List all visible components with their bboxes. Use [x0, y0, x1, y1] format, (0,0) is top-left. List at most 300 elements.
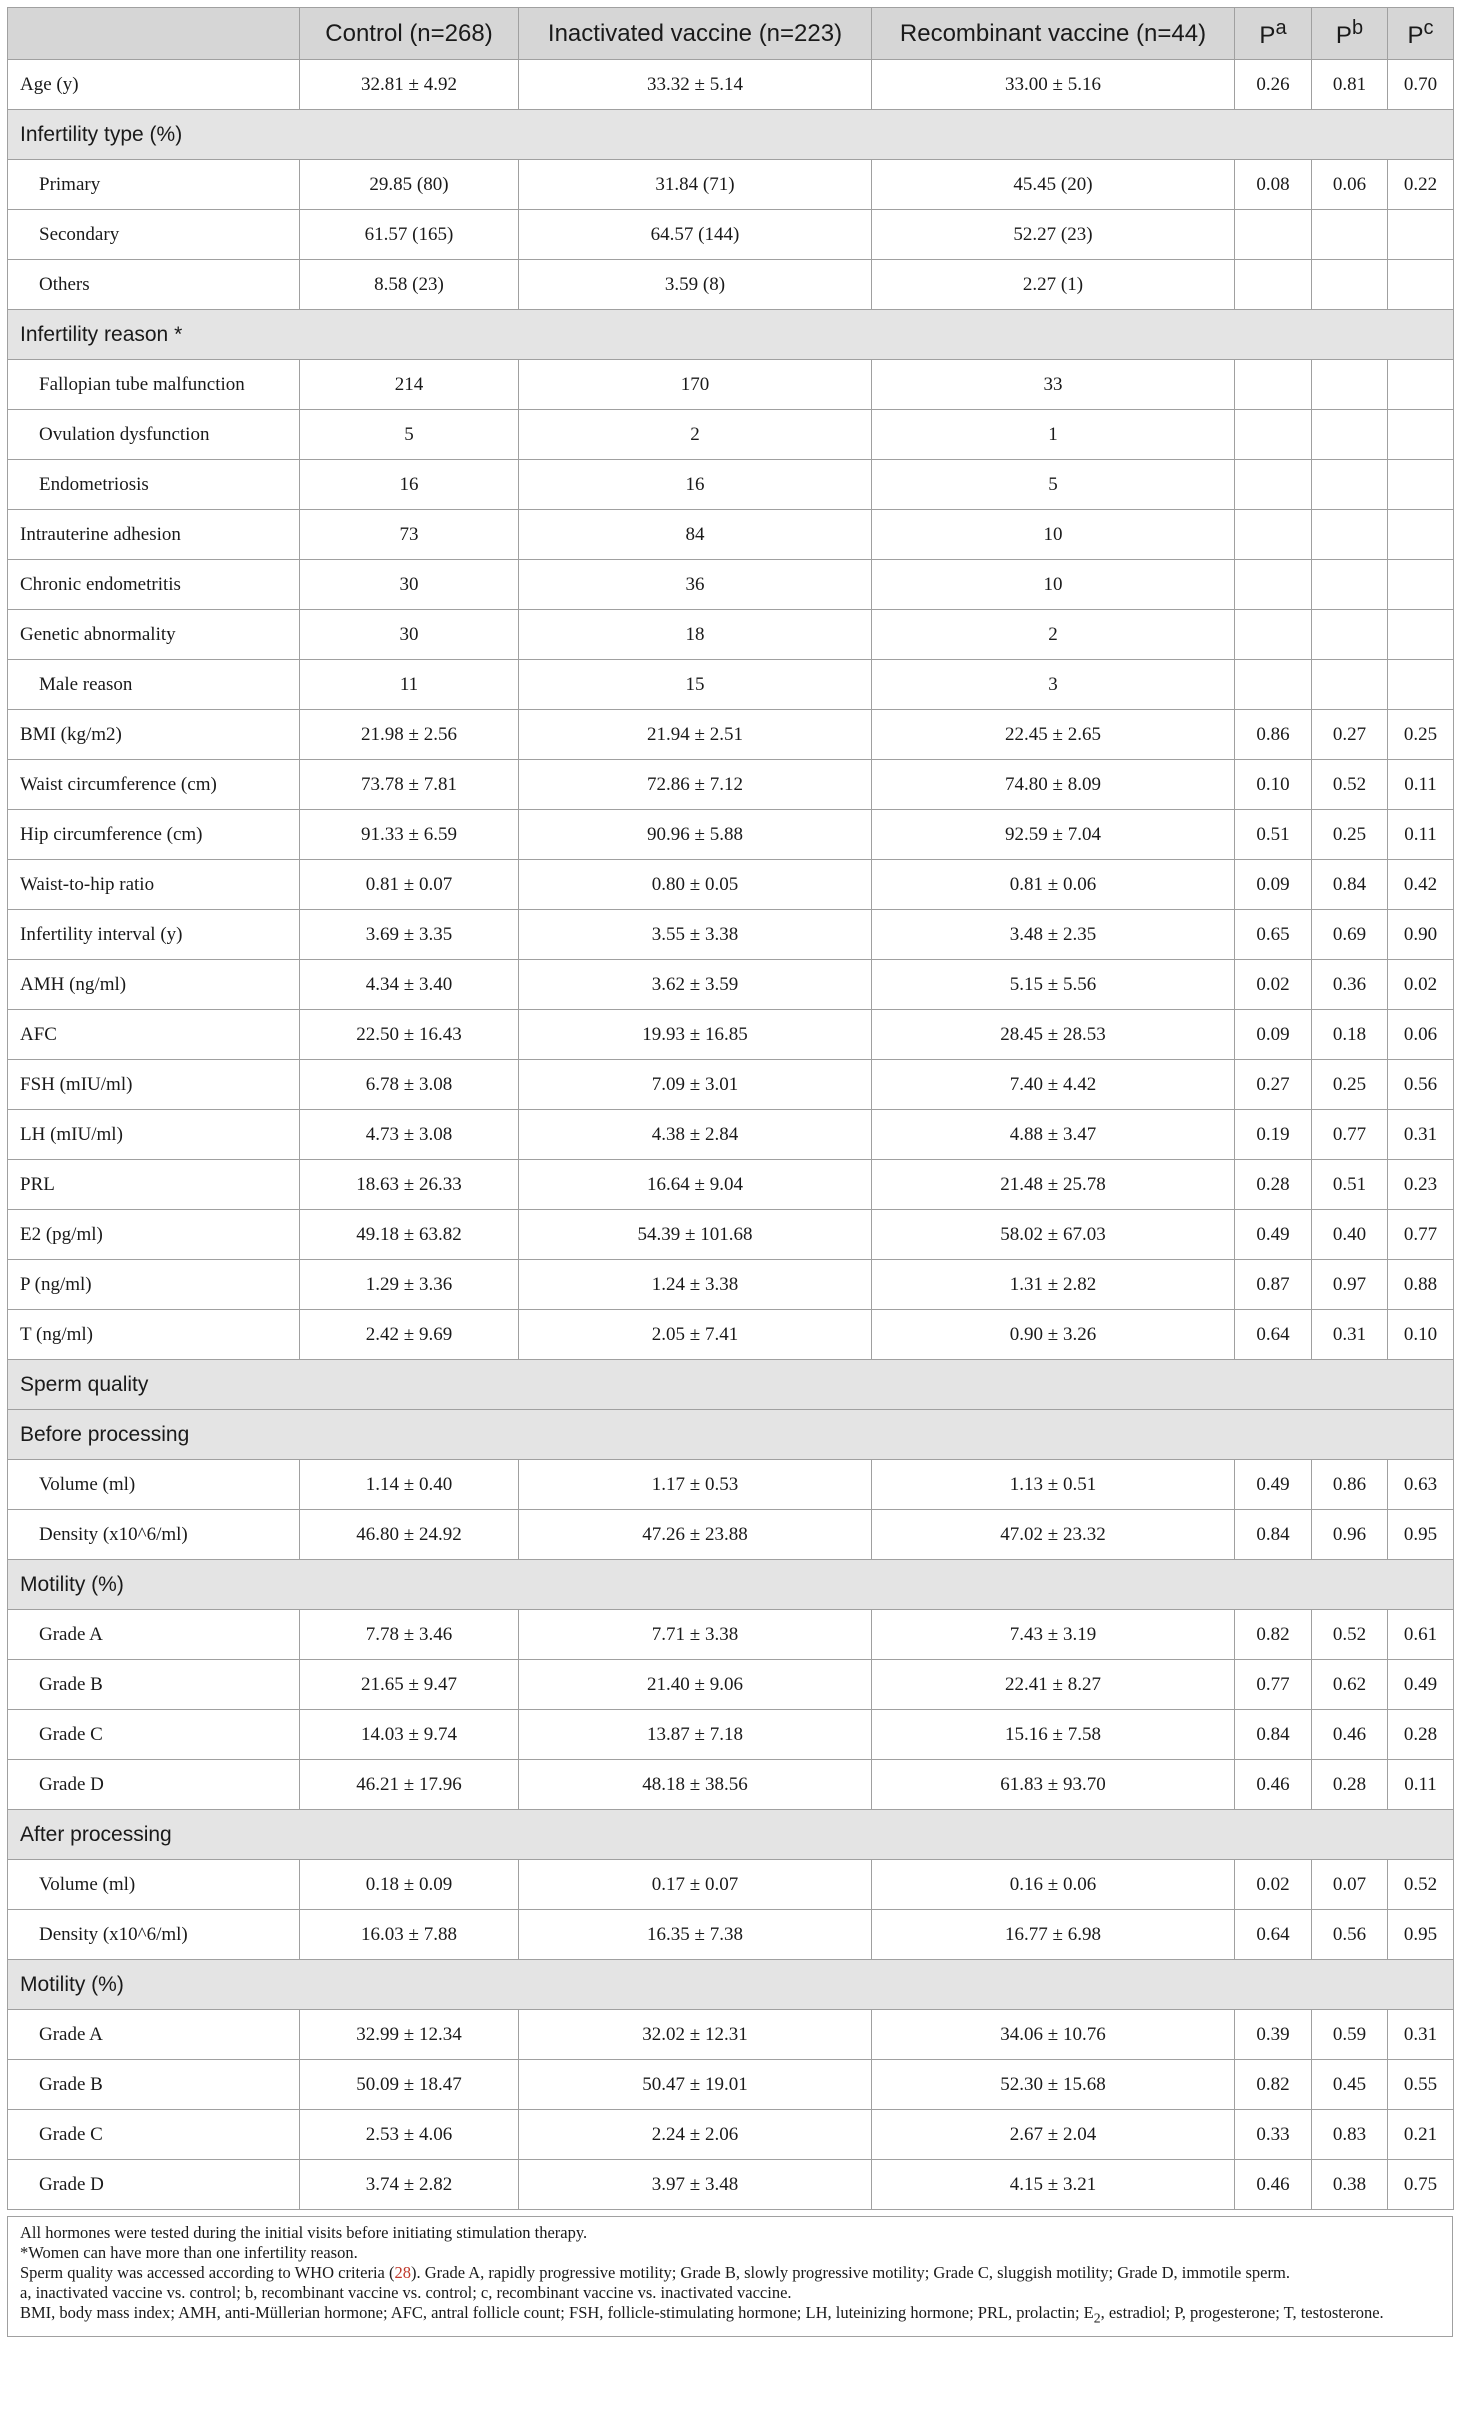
row-label: Male reason [8, 660, 300, 710]
cell-pa: 0.64 [1235, 1910, 1312, 1960]
table-row [8, 660, 1454, 710]
section-row [8, 1810, 1454, 1860]
row-label: Secondary [8, 210, 300, 260]
cell-pc [1388, 610, 1454, 660]
cell-recombinant: 52.27 (23) [872, 210, 1235, 260]
row-label: BMI (kg/m2) [8, 710, 300, 760]
cell-pc: 0.11 [1388, 1760, 1454, 1810]
cell-pb [1312, 210, 1388, 260]
cell-control: 1.29 ± 3.36 [300, 1260, 519, 1310]
table-row [8, 960, 1454, 1010]
cell-pc: 0.23 [1388, 1160, 1454, 1210]
cell-inactivated: 15 [519, 660, 872, 710]
cell-pc: 0.70 [1388, 60, 1454, 110]
cell-pb [1312, 510, 1388, 560]
cell-pc [1388, 410, 1454, 460]
row-label: PRL [8, 1160, 300, 1210]
section-label: After processing [8, 1810, 1454, 1860]
cell-control: 32.99 ± 12.34 [300, 2010, 519, 2060]
row-label: Volume (ml) [8, 1460, 300, 1510]
cell-pa: 0.82 [1235, 2060, 1312, 2110]
cell-control: 46.80 ± 24.92 [300, 1510, 519, 1560]
cell-pa [1235, 510, 1312, 560]
row-label: Waist-to-hip ratio [8, 860, 300, 910]
cell-control: 46.21 ± 17.96 [300, 1760, 519, 1810]
row-label: Grade C [8, 2110, 300, 2160]
cell-recombinant: 74.80 ± 8.09 [872, 760, 1235, 810]
cell-control: 16 [300, 460, 519, 510]
cell-pc: 0.10 [1388, 1310, 1454, 1360]
cell-pa: 0.09 [1235, 1010, 1312, 1060]
cell-pc [1388, 510, 1454, 560]
cell-recombinant: 15.16 ± 7.58 [872, 1710, 1235, 1760]
cell-control: 21.65 ± 9.47 [300, 1660, 519, 1710]
cell-pc: 0.56 [1388, 1060, 1454, 1110]
section-label: Before processing [8, 1410, 1454, 1460]
reference-link[interactable]: 28 [394, 2263, 411, 2282]
cell-pa: 0.82 [1235, 1610, 1312, 1660]
cell-control: 21.98 ± 2.56 [300, 710, 519, 760]
cell-pb: 0.56 [1312, 1910, 1388, 1960]
cell-pb: 0.31 [1312, 1310, 1388, 1360]
table-row [8, 1460, 1454, 1510]
section-label: Motility (%) [8, 1560, 1454, 1610]
cell-pb: 0.59 [1312, 2010, 1388, 2060]
cell-pa: 0.84 [1235, 1510, 1312, 1560]
characteristics-table [7, 7, 1454, 2210]
table-row [8, 560, 1454, 610]
cell-pc: 0.31 [1388, 2010, 1454, 2060]
cell-pc: 0.21 [1388, 2110, 1454, 2160]
cell-recombinant: 52.30 ± 15.68 [872, 2060, 1235, 2110]
table-container [7, 7, 1453, 2337]
cell-pc: 0.90 [1388, 910, 1454, 960]
cell-pc: 0.63 [1388, 1460, 1454, 1510]
table-row [8, 1610, 1454, 1660]
table-row [8, 1660, 1454, 1710]
row-label: AFC [8, 1010, 300, 1060]
cell-pa: 0.09 [1235, 860, 1312, 910]
cell-recombinant: 22.41 ± 8.27 [872, 1660, 1235, 1710]
cell-pc: 0.95 [1388, 1910, 1454, 1960]
cell-recombinant: 33.00 ± 5.16 [872, 60, 1235, 110]
section-row [8, 1410, 1454, 1460]
cell-inactivated: 2.05 ± 7.41 [519, 1310, 872, 1360]
table-row [8, 260, 1454, 310]
row-label: Grade D [8, 2160, 300, 2210]
cell-pb [1312, 560, 1388, 610]
cell-recombinant: 45.45 (20) [872, 160, 1235, 210]
cell-pc [1388, 460, 1454, 510]
cell-recombinant: 4.88 ± 3.47 [872, 1110, 1235, 1160]
table-row [8, 510, 1454, 560]
cell-control: 73.78 ± 7.81 [300, 760, 519, 810]
row-label: Grade B [8, 1660, 300, 1710]
cell-recombinant: 33 [872, 360, 1235, 410]
cell-pc: 0.06 [1388, 1010, 1454, 1060]
section-row [8, 1360, 1454, 1410]
cell-control: 3.74 ± 2.82 [300, 2160, 519, 2210]
table-row [8, 2160, 1454, 2210]
cell-pa [1235, 660, 1312, 710]
cell-pb [1312, 410, 1388, 460]
header-row [8, 8, 1454, 60]
row-label: Ovulation dysfunction [8, 410, 300, 460]
cell-inactivated: 72.86 ± 7.12 [519, 760, 872, 810]
table-row [8, 1310, 1454, 1360]
cell-inactivated: 36 [519, 560, 872, 610]
header-inactivated: Inactivated vaccine (n=223) [519, 8, 872, 60]
cell-inactivated: 31.84 (71) [519, 160, 872, 210]
cell-pc: 0.55 [1388, 2060, 1454, 2110]
cell-recombinant: 0.90 ± 3.26 [872, 1310, 1235, 1360]
cell-control: 30 [300, 560, 519, 610]
cell-control: 32.81 ± 4.92 [300, 60, 519, 110]
table-row [8, 1910, 1454, 1960]
cell-control: 4.34 ± 3.40 [300, 960, 519, 1010]
cell-recombinant: 21.48 ± 25.78 [872, 1160, 1235, 1210]
cell-pa: 0.39 [1235, 2010, 1312, 2060]
row-label: Density (x10^6/ml) [8, 1510, 300, 1560]
cell-inactivated: 18 [519, 610, 872, 660]
cell-pc: 0.52 [1388, 1860, 1454, 1910]
cell-inactivated: 2 [519, 410, 872, 460]
row-label: Chronic endometritis [8, 560, 300, 610]
cell-pb: 0.38 [1312, 2160, 1388, 2210]
table-row [8, 1160, 1454, 1210]
cell-pb [1312, 610, 1388, 660]
cell-control: 50.09 ± 18.47 [300, 2060, 519, 2110]
cell-inactivated: 1.24 ± 3.38 [519, 1260, 872, 1310]
header-control: Control (n=268) [300, 8, 519, 60]
cell-pc: 0.61 [1388, 1610, 1454, 1660]
cell-pa [1235, 610, 1312, 660]
row-label: Infertility interval (y) [8, 910, 300, 960]
cell-pc: 0.77 [1388, 1210, 1454, 1260]
cell-inactivated: 7.71 ± 3.38 [519, 1610, 872, 1660]
cell-recombinant: 92.59 ± 7.04 [872, 810, 1235, 860]
cell-pc: 0.75 [1388, 2160, 1454, 2210]
cell-inactivated: 3.62 ± 3.59 [519, 960, 872, 1010]
row-label: Grade A [8, 1610, 300, 1660]
cell-recombinant: 0.16 ± 0.06 [872, 1860, 1235, 1910]
cell-pa: 0.65 [1235, 910, 1312, 960]
cell-pa: 0.51 [1235, 810, 1312, 860]
cell-pa: 0.87 [1235, 1260, 1312, 1310]
cell-inactivated: 3.97 ± 3.48 [519, 2160, 872, 2210]
footnote-sperm: Sperm quality was accessed according to WHO criteria (28). Grade A, rapidly progressive motility; Grade B, slowly progressive motility; Grade C, sluggish motility; Grade D, immotile sperm. [20, 2263, 1290, 2282]
cell-inactivated: 84 [519, 510, 872, 560]
row-label: FSH (mIU/ml) [8, 1060, 300, 1110]
cell-pb: 0.97 [1312, 1260, 1388, 1310]
cell-inactivated: 0.80 ± 0.05 [519, 860, 872, 910]
table-row [8, 2060, 1454, 2110]
cell-recombinant: 10 [872, 510, 1235, 560]
cell-pc: 0.49 [1388, 1660, 1454, 1710]
cell-pa [1235, 560, 1312, 610]
table-footnotes [7, 2216, 1453, 2337]
cell-inactivated: 32.02 ± 12.31 [519, 2010, 872, 2060]
cell-pa: 0.64 [1235, 1310, 1312, 1360]
cell-pa: 0.49 [1235, 1460, 1312, 1510]
table-row [8, 1260, 1454, 1310]
table-row [8, 610, 1454, 660]
header-recombinant: Recombinant vaccine (n=44) [872, 8, 1235, 60]
header-pb: $P^b$ [1312, 8, 1388, 60]
cell-pb [1312, 660, 1388, 710]
cell-pa: 0.49 [1235, 1210, 1312, 1260]
cell-inactivated: 90.96 ± 5.88 [519, 810, 872, 860]
cell-recombinant: 4.15 ± 3.21 [872, 2160, 1235, 2210]
cell-control: 0.18 ± 0.09 [300, 1860, 519, 1910]
table-row [8, 860, 1454, 910]
cell-inactivated: 7.09 ± 3.01 [519, 1060, 872, 1110]
row-label: LH (mIU/ml) [8, 1110, 300, 1160]
cell-pc: 0.28 [1388, 1710, 1454, 1760]
cell-control: 0.81 ± 0.07 [300, 860, 519, 910]
cell-control: 14.03 ± 9.74 [300, 1710, 519, 1760]
cell-recombinant: 22.45 ± 2.65 [872, 710, 1235, 760]
cell-pc: 0.88 [1388, 1260, 1454, 1310]
cell-pb: 0.52 [1312, 1610, 1388, 1660]
cell-inactivated: 33.32 ± 5.14 [519, 60, 872, 110]
cell-control: 11 [300, 660, 519, 710]
cell-recombinant: 2.27 (1) [872, 260, 1235, 310]
cell-pa [1235, 210, 1312, 260]
cell-control: 7.78 ± 3.46 [300, 1610, 519, 1660]
cell-pc [1388, 210, 1454, 260]
cell-pa: 0.86 [1235, 710, 1312, 760]
section-row [8, 1960, 1454, 2010]
row-label: P (ng/ml) [8, 1260, 300, 1310]
cell-pb: 0.51 [1312, 1160, 1388, 1210]
cell-recombinant: 28.45 ± 28.53 [872, 1010, 1235, 1060]
cell-pa: 0.33 [1235, 2110, 1312, 2160]
row-label: AMH (ng/ml) [8, 960, 300, 1010]
cell-pb: 0.77 [1312, 1110, 1388, 1160]
table-row [8, 710, 1454, 760]
cell-pc: 0.42 [1388, 860, 1454, 910]
row-label: Grade C [8, 1710, 300, 1760]
cell-inactivated: 48.18 ± 38.56 [519, 1760, 872, 1810]
cell-inactivated: 47.26 ± 23.88 [519, 1510, 872, 1560]
table-row [8, 1110, 1454, 1160]
cell-pb: 0.84 [1312, 860, 1388, 910]
cell-pc [1388, 260, 1454, 310]
cell-control: 18.63 ± 26.33 [300, 1160, 519, 1210]
cell-pb: 0.06 [1312, 160, 1388, 210]
cell-pa [1235, 360, 1312, 410]
cell-inactivated: 13.87 ± 7.18 [519, 1710, 872, 1760]
cell-inactivated: 4.38 ± 2.84 [519, 1110, 872, 1160]
cell-pb: 0.25 [1312, 810, 1388, 860]
cell-inactivated: 19.93 ± 16.85 [519, 1010, 872, 1060]
cell-control: 30 [300, 610, 519, 660]
cell-inactivated: 64.57 (144) [519, 210, 872, 260]
cell-pc: 0.25 [1388, 710, 1454, 760]
row-label: Fallopian tube malfunction [8, 360, 300, 410]
table-row [8, 1060, 1454, 1110]
cell-recombinant: 3.48 ± 2.35 [872, 910, 1235, 960]
cell-pb: 0.86 [1312, 1460, 1388, 1510]
cell-pc: 0.95 [1388, 1510, 1454, 1560]
cell-inactivated: 21.94 ± 2.51 [519, 710, 872, 760]
table-row [8, 2110, 1454, 2160]
cell-pb: 0.40 [1312, 1210, 1388, 1260]
cell-pa: 0.02 [1235, 960, 1312, 1010]
table-row [8, 760, 1454, 810]
cell-recombinant: 0.81 ± 0.06 [872, 860, 1235, 910]
cell-pc [1388, 560, 1454, 610]
cell-inactivated: 16.64 ± 9.04 [519, 1160, 872, 1210]
cell-pb: 0.27 [1312, 710, 1388, 760]
cell-pa: 0.84 [1235, 1710, 1312, 1760]
cell-recombinant: 47.02 ± 23.32 [872, 1510, 1235, 1560]
cell-inactivated: 1.17 ± 0.53 [519, 1460, 872, 1510]
cell-control: 2.53 ± 4.06 [300, 2110, 519, 2160]
cell-pb: 0.07 [1312, 1860, 1388, 1910]
cell-pb: 0.81 [1312, 60, 1388, 110]
cell-pb: 0.28 [1312, 1760, 1388, 1810]
table-row [8, 60, 1454, 110]
row-label: Intrauterine adhesion [8, 510, 300, 560]
footnote-hormones: All hormones were tested during the initial visits before initiating stimulation therapy. [20, 2223, 588, 2242]
row-label: Age (y) [8, 60, 300, 110]
cell-inactivated: 3.59 (8) [519, 260, 872, 310]
cell-control: 3.69 ± 3.35 [300, 910, 519, 960]
table-row [8, 1010, 1454, 1060]
cell-control: 1.14 ± 0.40 [300, 1460, 519, 1510]
table-row [8, 1210, 1454, 1260]
cell-pb [1312, 460, 1388, 510]
cell-recombinant: 2 [872, 610, 1235, 660]
cell-pb: 0.46 [1312, 1710, 1388, 1760]
footnote-abbreviations: BMI, body mass index; AMH, anti-Müllerian hormone; AFC, antral follicle count; FSH, follicle-stimulating hormone; LH, luteinizing hormone; PRL, prolactin; $E_2$, estradiol; P, progesterone; T, testosterone. [20, 2303, 1384, 2326]
table-row [8, 410, 1454, 460]
cell-recombinant: 5.15 ± 5.56 [872, 960, 1235, 1010]
cell-recombinant: 1.13 ± 0.51 [872, 1460, 1235, 1510]
cell-inactivated: 54.39 ± 101.68 [519, 1210, 872, 1260]
cell-inactivated: 170 [519, 360, 872, 410]
section-row [8, 310, 1454, 360]
cell-pb [1312, 360, 1388, 410]
cell-pa: 0.46 [1235, 2160, 1312, 2210]
header-pc: $P^c$ [1388, 8, 1454, 60]
cell-pc: 0.11 [1388, 760, 1454, 810]
row-label: Hip circumference (cm) [8, 810, 300, 860]
section-label: Infertility reason * [8, 310, 1454, 360]
header-empty [8, 8, 300, 60]
cell-inactivated: 16 [519, 460, 872, 510]
cell-inactivated: 2.24 ± 2.06 [519, 2110, 872, 2160]
cell-control: 91.33 ± 6.59 [300, 810, 519, 860]
cell-pc [1388, 660, 1454, 710]
cell-recombinant: 1 [872, 410, 1235, 460]
cell-pb [1312, 260, 1388, 310]
cell-pc: 0.22 [1388, 160, 1454, 210]
cell-pb: 0.83 [1312, 2110, 1388, 2160]
cell-pa [1235, 260, 1312, 310]
table-row [8, 1760, 1454, 1810]
table-body [8, 60, 1454, 2210]
cell-pb: 0.18 [1312, 1010, 1388, 1060]
row-label: Density (x10^6/ml) [8, 1910, 300, 1960]
cell-inactivated: 21.40 ± 9.06 [519, 1660, 872, 1710]
table-row [8, 210, 1454, 260]
row-label: Volume (ml) [8, 1860, 300, 1910]
cell-control: 2.42 ± 9.69 [300, 1310, 519, 1360]
section-row [8, 110, 1454, 160]
cell-control: 22.50 ± 16.43 [300, 1010, 519, 1060]
cell-pc: 0.11 [1388, 810, 1454, 860]
cell-inactivated: 16.35 ± 7.38 [519, 1910, 872, 1960]
table-row [8, 1860, 1454, 1910]
row-label: Grade A [8, 2010, 300, 2060]
cell-pb: 0.52 [1312, 760, 1388, 810]
cell-pb: 0.69 [1312, 910, 1388, 960]
footnote-comparisons: a, inactivated vaccine vs. control; b, recombinant vaccine vs. control; c, recombinant vaccine vs. inactivated vaccine. [20, 2283, 792, 2302]
cell-pa [1235, 460, 1312, 510]
cell-pb: 0.25 [1312, 1060, 1388, 1110]
cell-pc: 0.02 [1388, 960, 1454, 1010]
row-label: Primary [8, 160, 300, 210]
cell-pa: 0.46 [1235, 1760, 1312, 1810]
cell-control: 29.85 (80) [300, 160, 519, 210]
cell-inactivated: 3.55 ± 3.38 [519, 910, 872, 960]
cell-control: 73 [300, 510, 519, 560]
cell-recombinant: 3 [872, 660, 1235, 710]
cell-pa: 0.19 [1235, 1110, 1312, 1160]
table-row [8, 910, 1454, 960]
table-row [8, 460, 1454, 510]
cell-pa: 0.28 [1235, 1160, 1312, 1210]
section-label: Sperm quality [8, 1360, 1454, 1410]
cell-recombinant: 58.02 ± 67.03 [872, 1210, 1235, 1260]
footnote-women: *Women can have more than one infertility reason. [20, 2243, 358, 2262]
cell-recombinant: 5 [872, 460, 1235, 510]
table-row [8, 2010, 1454, 2060]
cell-recombinant: 34.06 ± 10.76 [872, 2010, 1235, 2060]
table-row [8, 360, 1454, 410]
cell-pb: 0.36 [1312, 960, 1388, 1010]
cell-inactivated: 0.17 ± 0.07 [519, 1860, 872, 1910]
cell-inactivated: 50.47 ± 19.01 [519, 2060, 872, 2110]
cell-recombinant: 61.83 ± 93.70 [872, 1760, 1235, 1810]
section-row [8, 1560, 1454, 1610]
cell-control: 6.78 ± 3.08 [300, 1060, 519, 1110]
cell-pa [1235, 410, 1312, 460]
header-pa: $P^a$ [1235, 8, 1312, 60]
row-label: Waist circumference (cm) [8, 760, 300, 810]
cell-control: 8.58 (23) [300, 260, 519, 310]
cell-recombinant: 10 [872, 560, 1235, 610]
section-label: Infertility type (%) [8, 110, 1454, 160]
row-label: T (ng/ml) [8, 1310, 300, 1360]
cell-recombinant: 16.77 ± 6.98 [872, 1910, 1235, 1960]
row-label: Others [8, 260, 300, 310]
row-label: Grade B [8, 2060, 300, 2110]
cell-pa: 0.08 [1235, 160, 1312, 210]
row-label: Endometriosis [8, 460, 300, 510]
row-label: Genetic abnormality [8, 610, 300, 660]
row-label: Grade D [8, 1760, 300, 1810]
table-row [8, 160, 1454, 210]
cell-control: 214 [300, 360, 519, 410]
cell-recombinant: 7.43 ± 3.19 [872, 1610, 1235, 1660]
cell-pa: 0.27 [1235, 1060, 1312, 1110]
cell-recombinant: 1.31 ± 2.82 [872, 1260, 1235, 1310]
cell-pc [1388, 360, 1454, 410]
